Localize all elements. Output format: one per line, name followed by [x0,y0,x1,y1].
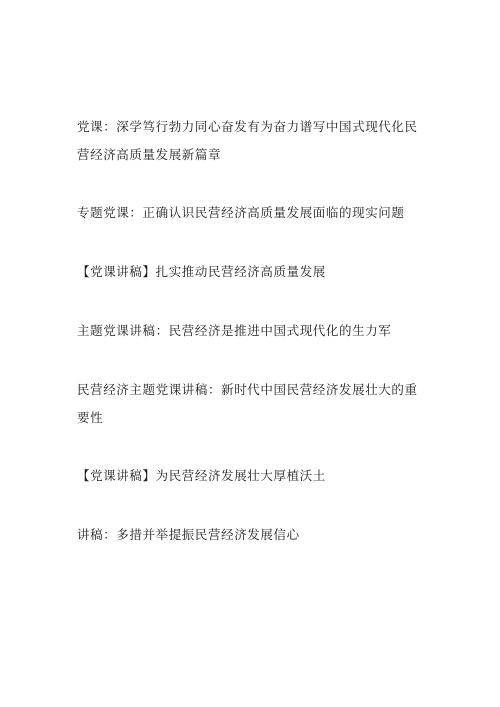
toc-entry-5: 民营经济主题党课讲稿：新时代中国民营经济发展壮大的重要性 [77,382,418,425]
toc-entry-2: 专题党课：正确认识民营经济高质量发展面临的现实问题 [77,205,405,220]
toc-entry-6: 【党课讲稿】为民营经济发展壮大厚植沃土 [77,468,326,483]
toc-entry-7: 讲稿：多措并举提振民营经济发展信心 [77,527,300,542]
toc-entry-1: 党课：深学笃行勃力同心奋发有为奋力谱写中国式现代化民营经济高质量发展新篇章 [77,119,418,162]
toc-entry-4: 主题党课讲稿：民营经济是推进中国式现代化的生力军 [77,323,392,338]
table-of-contents [77,113,429,580]
toc-entry-3: 【党课讲稿】扎实推动民营经济高质量发展 [77,264,326,279]
